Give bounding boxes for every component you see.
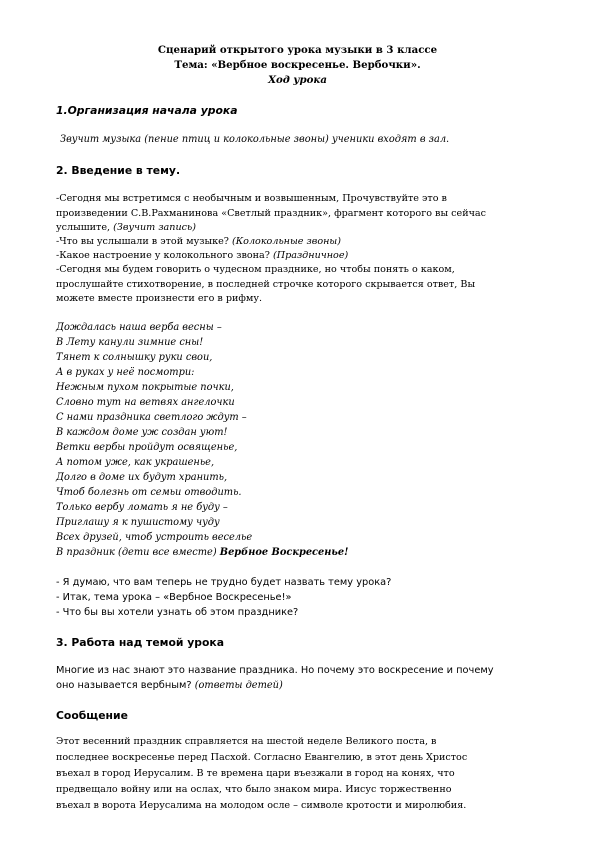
answer-note: (Колокольные звоны) [232, 236, 341, 247]
poem-line: Ветки вербы пройдут освященье, [56, 442, 238, 453]
poem-line: В каждом доме уж создан уют! [56, 427, 228, 438]
lesson-subtitle: Ход урока [268, 74, 327, 86]
answer-note: (Праздничное) [272, 250, 349, 261]
section3-title: 3. Работа над темой урока [56, 636, 225, 649]
question-line [56, 250, 348, 261]
intro-line: -Сегодня мы встретимся с необычным и возвышенным, Прочувствуйте это в [56, 193, 447, 204]
teacher-question: - Я думаю, что вам теперь не трудно будет назвать тему урока? [56, 577, 392, 588]
message-line: предвещало войну или на ослах, что было знаком мира. Иисус торжественно [56, 784, 452, 795]
document-title: Сценарий открытого урока музыки в 3 классе [157, 44, 438, 56]
poem-line: Только вербу ломать я не буду – [56, 502, 228, 513]
section1-title: 1.Организация начала урока [56, 104, 238, 117]
poem-line: Всех друзей, чтоб устроить веселье [56, 532, 253, 543]
section2-title: 2. Введение в тему. [56, 164, 181, 177]
lesson-topic: Тема: «Вербное воскресенье. Вербочки». [174, 59, 421, 71]
intro-line: можете вместе произнести его в рифму. [56, 293, 263, 304]
answer-note: (ответы детей) [194, 680, 283, 691]
message-line: последнее воскресенье перед Пасхой. Согласно Евангелию, в этот день Христос [56, 752, 468, 763]
poem-line: Словно тут на ветвях ангелочки [56, 397, 235, 408]
poem-line: Тянет к солнышку руки свои, [56, 352, 213, 363]
poem-line: А в руках у неё посмотри: [56, 367, 195, 378]
intro-line: прослушайте стихотворение, в последней строчке которого скрывается ответ, Вы [56, 279, 476, 290]
teacher-question: - Итак, тема урока – «Вербное Воскресенье!» [56, 592, 292, 603]
message-title: Сообщение [56, 709, 128, 722]
poem-last-text: В праздник (дети все вместе) [56, 547, 220, 558]
message-line: Этот весенний праздник справляется на шестой неделе Великого поста, в [56, 736, 437, 747]
section3-text [56, 680, 283, 691]
poem-line: Нежным пухом покрытые почки, [56, 382, 234, 393]
intro-line: -Сегодня мы будем говорить о чудесном празднике, но чтобы понять о каком, [56, 264, 455, 275]
poem-line: С нами праздника светлого ждут – [56, 412, 247, 423]
poem-answer: Вербное Воскресенье! [219, 547, 349, 558]
section3-question: оно называется вербным? [56, 680, 195, 691]
teacher-question: - Что бы вы хотели узнать об этом празднике? [56, 607, 299, 618]
poem-line: Долго в доме их будут хранить, [56, 472, 228, 483]
question-text: -Что вы услышали в этой музыке? [56, 236, 232, 247]
stage-note: (Звучит запись) [113, 222, 196, 233]
intro-text: услышите, [56, 222, 114, 233]
message-line: въехал в ворота Иерусалима на молодом осле – символе кротости и миролюбия. [56, 800, 467, 811]
poem-line: В Лету канули зимние сны! [56, 337, 204, 348]
intro-line: произведении С.В.Рахманинова «Светлый праздник», фрагмент которого вы сейчас [56, 208, 487, 219]
question-line [56, 236, 341, 247]
poem-line: Чтоб болезнь от семьи отводить. [56, 487, 242, 498]
poem-last-line [56, 547, 348, 558]
poem-line: А потом уже, как украшенье, [56, 457, 215, 468]
poem-line: Дождалась наша верба весны – [56, 322, 222, 333]
message-line: въехал в город Иерусалим. В те времена цари въезжали в город на конях, что [56, 768, 455, 779]
poem-line: Приглашу я к пушистому чуду [56, 517, 220, 528]
section3-text: Многие из нас знают это название праздника. Но почему это воскресение и почему [56, 665, 494, 676]
section1-text: Звучит музыка (пение птиц и колокольные звоны) ученики входят в зал. [60, 134, 450, 145]
question-text: -Какое настроение у колокольного звона? [56, 250, 273, 261]
intro-line [56, 222, 196, 233]
